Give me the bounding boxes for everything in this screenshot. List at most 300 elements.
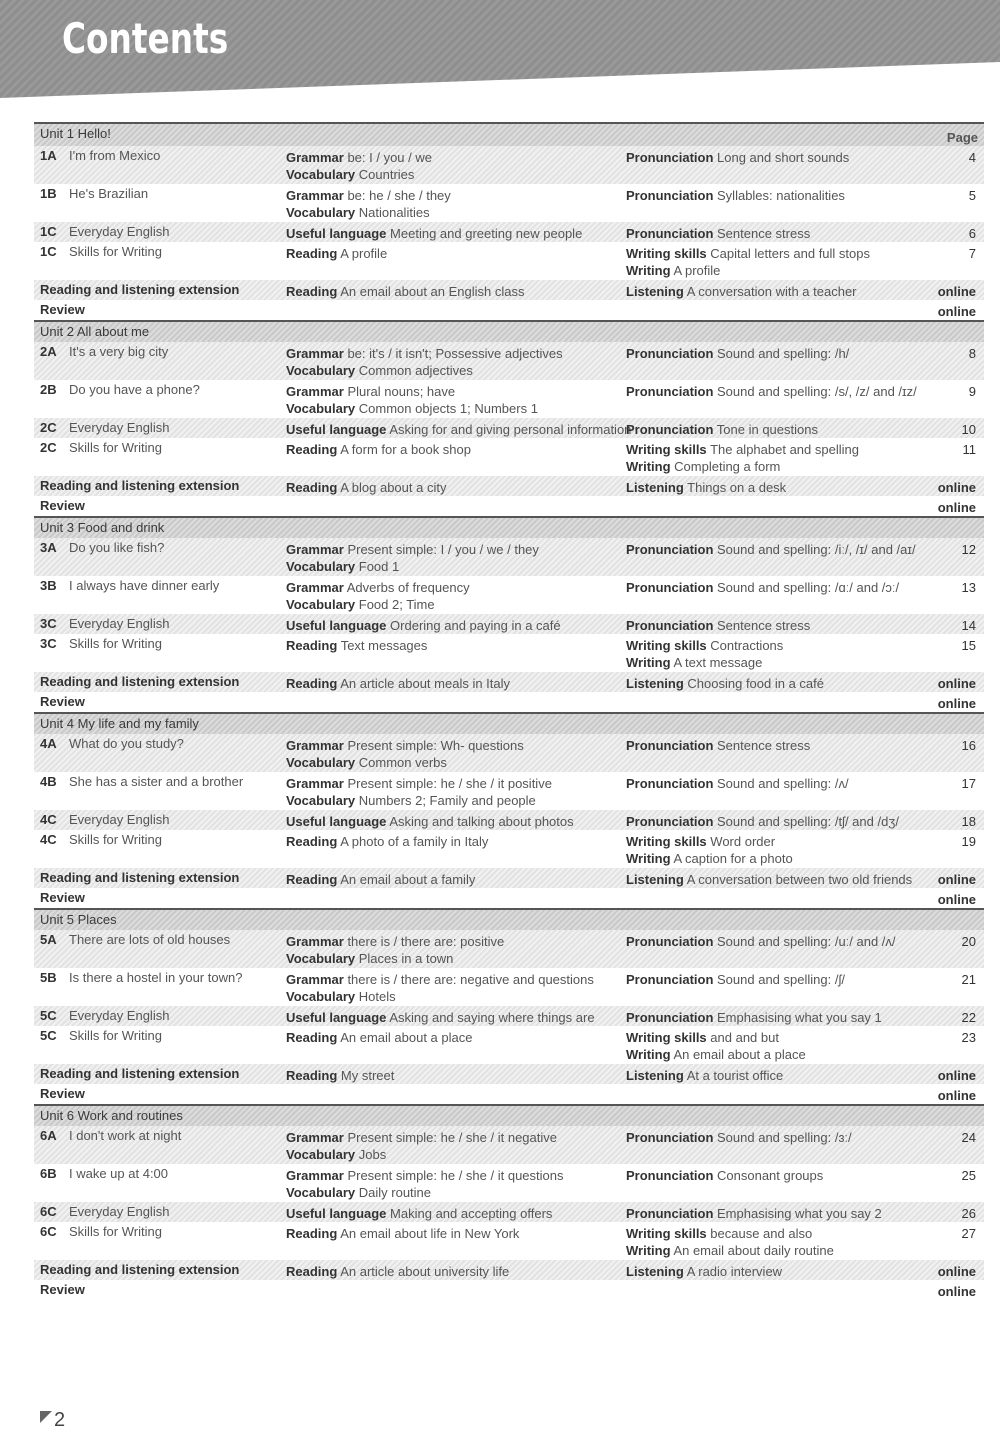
content-label: Pronunciation bbox=[626, 150, 714, 165]
content-line bbox=[286, 441, 626, 458]
grammar-vocab-cell bbox=[286, 1009, 626, 1026]
lesson-title-cell bbox=[40, 1127, 280, 1144]
lesson-row[interactable] bbox=[34, 930, 984, 968]
lesson-title: I always have dinner early bbox=[69, 578, 220, 593]
page-ref[interactable]: 16 bbox=[961, 738, 976, 753]
content-label: Useful language bbox=[286, 422, 387, 437]
page-cell bbox=[916, 149, 976, 166]
page-cell bbox=[916, 187, 976, 204]
content-line bbox=[286, 637, 626, 654]
lesson-code: 1A bbox=[40, 148, 57, 163]
page-ref[interactable]: 11 bbox=[962, 442, 976, 457]
content-line bbox=[626, 479, 936, 496]
content-line bbox=[626, 1029, 936, 1046]
lesson-title-cell bbox=[40, 343, 280, 360]
content-label: Writing skills bbox=[626, 246, 707, 261]
content-label: Pronunciation bbox=[626, 580, 714, 595]
page-ref[interactable]: online bbox=[937, 1264, 976, 1279]
content-line bbox=[286, 950, 626, 967]
content-value: Meeting and greeting new people bbox=[390, 226, 583, 241]
skills-cell bbox=[626, 637, 936, 671]
page-cell bbox=[916, 637, 976, 654]
page-ref[interactable]: 10 bbox=[961, 422, 976, 437]
section-title: Review bbox=[40, 1086, 85, 1101]
content-line bbox=[626, 1129, 936, 1146]
section-title: Review bbox=[40, 890, 85, 905]
content-label: Grammar bbox=[286, 346, 344, 361]
content-value: An article about meals in Italy bbox=[340, 676, 511, 691]
skills-cell bbox=[626, 617, 936, 634]
lesson-title-cell bbox=[40, 147, 280, 164]
page-cell bbox=[916, 383, 976, 400]
content-label: Reading bbox=[286, 834, 338, 849]
content-value: Common objects 1; Numbers 1 bbox=[358, 401, 538, 416]
section-title: Reading and listening extension bbox=[40, 282, 240, 297]
content-label: Writing bbox=[626, 263, 671, 278]
page-ref[interactable]: online bbox=[937, 676, 976, 691]
page-ref[interactable]: 19 bbox=[961, 834, 976, 849]
lesson-row[interactable] bbox=[34, 576, 984, 614]
lesson-title: I'm from Mexico bbox=[69, 148, 161, 163]
lesson-title-cell bbox=[40, 811, 280, 828]
lesson-row[interactable] bbox=[34, 1126, 984, 1164]
content-label: Reading bbox=[286, 1226, 338, 1241]
page-cell bbox=[916, 1129, 976, 1146]
lesson-row[interactable] bbox=[34, 830, 984, 868]
content-value: Sound and spelling: /ɜː/ bbox=[717, 1130, 852, 1145]
content-label: Reading bbox=[286, 638, 338, 653]
content-label: Reading bbox=[286, 1264, 338, 1279]
skills-cell bbox=[626, 1009, 936, 1026]
lesson-title-cell bbox=[40, 1027, 280, 1044]
skills-cell bbox=[626, 149, 936, 166]
lesson-code: 1C bbox=[40, 244, 57, 259]
content-line bbox=[286, 754, 626, 771]
content-value: Present simple: he / she / it questions bbox=[347, 1168, 564, 1183]
page-ref[interactable]: 27 bbox=[961, 1226, 976, 1241]
lesson-row[interactable] bbox=[34, 1280, 984, 1300]
content-line bbox=[626, 1167, 936, 1184]
page-ref[interactable]: 5 bbox=[968, 188, 976, 203]
page-ref[interactable]: 24 bbox=[961, 1130, 976, 1145]
page-ref[interactable]: online bbox=[937, 1284, 976, 1299]
lesson-row[interactable] bbox=[34, 1202, 984, 1222]
page-ref[interactable]: 21 bbox=[961, 972, 976, 987]
lesson-title-cell bbox=[40, 969, 280, 986]
page-column-header: Page bbox=[946, 130, 978, 145]
content-line bbox=[626, 775, 936, 792]
content-label: Grammar bbox=[286, 580, 344, 595]
skills-cell bbox=[626, 1067, 936, 1084]
content-value: Emphasising what you say 2 bbox=[717, 1206, 882, 1221]
content-value: Nationalities bbox=[358, 205, 430, 220]
page-cell bbox=[916, 283, 976, 300]
lesson-title-cell bbox=[40, 381, 280, 398]
content-value: Sound and spelling: /ʌ/ bbox=[717, 776, 849, 791]
lesson-row[interactable] bbox=[34, 888, 984, 908]
page-footer bbox=[40, 1409, 65, 1432]
lesson-row[interactable] bbox=[34, 418, 984, 438]
lesson-code: 3C bbox=[40, 616, 57, 631]
content-value: Food 1 bbox=[358, 559, 400, 574]
content-label: Listening bbox=[626, 1264, 684, 1279]
lesson-title-cell bbox=[40, 931, 280, 948]
content-label: Pronunciation bbox=[626, 972, 714, 987]
lesson-row[interactable] bbox=[34, 772, 984, 810]
content-value: An email about daily routine bbox=[673, 1243, 834, 1258]
content-line bbox=[286, 558, 626, 575]
page-ref[interactable]: 22 bbox=[961, 1010, 976, 1025]
content-line bbox=[286, 1263, 626, 1280]
page-cell bbox=[916, 813, 976, 830]
content-label: Vocabulary bbox=[286, 205, 356, 220]
content-value: Things on a desk bbox=[687, 480, 787, 495]
content-value: Syllables: nationalities bbox=[717, 188, 845, 203]
lesson-title-cell bbox=[40, 1261, 280, 1278]
grammar-vocab-cell bbox=[286, 187, 626, 221]
page-cell bbox=[916, 541, 976, 558]
content-line bbox=[286, 1129, 626, 1146]
lesson-row[interactable] bbox=[34, 968, 984, 1006]
lesson-title-cell bbox=[40, 1065, 280, 1082]
grammar-vocab-cell bbox=[286, 245, 626, 262]
content-value: A caption for a photo bbox=[673, 851, 793, 866]
content-label: Pronunciation bbox=[626, 1206, 714, 1221]
content-line bbox=[286, 1205, 626, 1222]
content-line bbox=[626, 813, 936, 830]
lesson-row[interactable] bbox=[34, 476, 984, 496]
lesson-row[interactable] bbox=[34, 634, 984, 672]
grammar-vocab-cell bbox=[286, 813, 626, 830]
lesson-row[interactable] bbox=[34, 1260, 984, 1280]
lesson-row[interactable] bbox=[34, 1026, 984, 1064]
lesson-title: Skills for Writing bbox=[69, 440, 162, 455]
content-line bbox=[626, 833, 936, 850]
lesson-row[interactable] bbox=[34, 868, 984, 888]
page-ref[interactable]: 12 bbox=[961, 542, 976, 557]
skills-cell bbox=[626, 1205, 936, 1222]
content-line bbox=[626, 149, 936, 166]
grammar-vocab-cell bbox=[286, 149, 626, 183]
lesson-row[interactable] bbox=[34, 692, 984, 712]
section-title: Reading and listening extension bbox=[40, 1066, 240, 1081]
content-value: be: he / she / they bbox=[347, 188, 451, 203]
page-ref[interactable]: 15 bbox=[961, 638, 976, 653]
page-ref[interactable]: 26 bbox=[961, 1206, 976, 1221]
content-label: Grammar bbox=[286, 1168, 344, 1183]
content-line bbox=[626, 421, 936, 438]
content-label: Pronunciation bbox=[626, 384, 714, 399]
page-cell bbox=[916, 833, 976, 850]
content-value: Present simple: Wh- questions bbox=[347, 738, 524, 753]
page-ref[interactable]: 9 bbox=[968, 384, 976, 399]
content-value: Ordering and paying in a café bbox=[390, 618, 561, 633]
content-label: Pronunciation bbox=[626, 346, 714, 361]
content-line bbox=[286, 988, 626, 1005]
grammar-vocab-cell bbox=[286, 1067, 626, 1084]
page-ref[interactable]: 17 bbox=[961, 776, 976, 791]
content-value: An email about a place bbox=[340, 1030, 473, 1045]
grammar-vocab-cell bbox=[286, 541, 626, 575]
grammar-vocab-cell bbox=[286, 637, 626, 654]
content-label: Pronunciation bbox=[626, 1010, 714, 1025]
grammar-vocab-cell bbox=[286, 1029, 626, 1046]
content-label: Vocabulary bbox=[286, 363, 356, 378]
page-ref[interactable]: online bbox=[937, 480, 976, 495]
content-line bbox=[286, 1225, 626, 1242]
page-ref[interactable]: 23 bbox=[961, 1030, 976, 1045]
page-cell bbox=[916, 933, 976, 950]
content-label: Grammar bbox=[286, 934, 344, 949]
content-value: An email about life in New York bbox=[340, 1226, 520, 1241]
content-line bbox=[626, 617, 936, 634]
page-ref[interactable]: online bbox=[937, 696, 976, 711]
content-value: Asking and saying where things are bbox=[389, 1010, 595, 1025]
page-cell bbox=[916, 1009, 976, 1026]
content-label: Pronunciation bbox=[626, 1168, 714, 1183]
lesson-row[interactable] bbox=[34, 1222, 984, 1260]
lesson-row[interactable] bbox=[34, 342, 984, 380]
lesson-row[interactable] bbox=[34, 184, 984, 222]
unit-header bbox=[34, 320, 984, 342]
contents-table bbox=[34, 122, 984, 1300]
content-value: An email about an English class bbox=[340, 284, 525, 299]
content-label: Pronunciation bbox=[626, 422, 714, 437]
content-label: Grammar bbox=[286, 188, 344, 203]
grammar-vocab-cell bbox=[286, 479, 626, 496]
content-value: Places in a town bbox=[358, 951, 454, 966]
content-line bbox=[286, 833, 626, 850]
lesson-title: Everyday English bbox=[69, 420, 170, 435]
lesson-code: 5C bbox=[40, 1008, 57, 1023]
page-ref[interactable]: online bbox=[937, 1088, 976, 1103]
page-ref[interactable]: 7 bbox=[968, 246, 976, 261]
lesson-row[interactable] bbox=[34, 1006, 984, 1026]
page-ref[interactable]: 25 bbox=[961, 1168, 976, 1183]
content-value: A profile bbox=[673, 263, 721, 278]
lesson-code: 6C bbox=[40, 1224, 57, 1239]
content-value: A conversation with a teacher bbox=[686, 284, 857, 299]
grammar-vocab-cell bbox=[286, 441, 626, 458]
content-label: Pronunciation bbox=[626, 738, 714, 753]
content-value: A profile bbox=[340, 246, 388, 261]
page-ref[interactable]: 8 bbox=[968, 346, 976, 361]
content-label: Writing skills bbox=[626, 638, 707, 653]
content-label: Reading bbox=[286, 872, 338, 887]
content-label: Vocabulary bbox=[286, 1185, 356, 1200]
unit-title: Unit 6 Work and routines bbox=[40, 1108, 183, 1123]
lesson-title: Everyday English bbox=[69, 812, 170, 827]
content-value: A photo of a family in Italy bbox=[340, 834, 489, 849]
content-line bbox=[286, 617, 626, 634]
skills-cell bbox=[626, 737, 936, 754]
grammar-vocab-cell bbox=[286, 283, 626, 300]
lesson-title-cell bbox=[40, 635, 280, 652]
lesson-title-cell bbox=[40, 301, 280, 318]
lesson-title: Skills for Writing bbox=[69, 636, 162, 651]
unit-header bbox=[34, 1104, 984, 1126]
page-ref[interactable]: 14 bbox=[961, 618, 976, 633]
lesson-row[interactable] bbox=[34, 614, 984, 634]
content-label: Grammar bbox=[286, 1130, 344, 1145]
unit-title: Unit 5 Places bbox=[40, 912, 117, 927]
content-value: At a tourist office bbox=[686, 1068, 784, 1083]
lesson-row[interactable] bbox=[34, 496, 984, 516]
lesson-row[interactable] bbox=[34, 538, 984, 576]
lesson-code: 4C bbox=[40, 832, 57, 847]
page-ref[interactable]: online bbox=[937, 500, 976, 515]
content-label: Reading bbox=[286, 246, 338, 261]
content-value: and and but bbox=[710, 1030, 779, 1045]
content-line bbox=[626, 458, 936, 475]
content-label: Listening bbox=[626, 284, 684, 299]
page-cell bbox=[916, 675, 976, 692]
section-title: Review bbox=[40, 302, 85, 317]
page-cell bbox=[916, 1263, 976, 1280]
skills-cell bbox=[626, 1225, 936, 1259]
content-line bbox=[286, 596, 626, 613]
lesson-row[interactable] bbox=[34, 1164, 984, 1202]
unit-header bbox=[34, 122, 984, 146]
lesson-row[interactable] bbox=[34, 810, 984, 830]
page-ref[interactable]: 4 bbox=[968, 150, 976, 165]
page-cell bbox=[916, 1205, 976, 1222]
content-value: My street bbox=[340, 1068, 395, 1083]
section-title: Reading and listening extension bbox=[40, 478, 240, 493]
grammar-vocab-cell bbox=[286, 1129, 626, 1163]
content-line bbox=[626, 850, 936, 867]
lesson-row[interactable] bbox=[34, 438, 984, 476]
lesson-row[interactable] bbox=[34, 300, 984, 320]
page-ref[interactable]: 13 bbox=[961, 580, 976, 595]
grammar-vocab-cell bbox=[286, 383, 626, 417]
lesson-code: 3A bbox=[40, 540, 57, 555]
content-label: Vocabulary bbox=[286, 793, 356, 808]
content-value: Present simple: I / you / we / they bbox=[347, 542, 539, 557]
grammar-vocab-cell bbox=[286, 675, 626, 692]
content-line bbox=[286, 400, 626, 417]
content-line bbox=[626, 1263, 936, 1280]
skills-cell bbox=[626, 245, 936, 279]
content-label: Vocabulary bbox=[286, 167, 356, 182]
lesson-row[interactable] bbox=[34, 280, 984, 300]
lesson-row[interactable] bbox=[34, 222, 984, 242]
lesson-title: It's a very big city bbox=[69, 344, 169, 359]
page-ref[interactable]: online bbox=[937, 872, 976, 887]
content-label: Vocabulary bbox=[286, 401, 356, 416]
page-ref[interactable]: 18 bbox=[961, 814, 976, 829]
page-cell bbox=[916, 1087, 976, 1104]
lesson-title-cell bbox=[40, 869, 280, 886]
content-line bbox=[626, 383, 936, 400]
skills-cell bbox=[626, 441, 936, 475]
content-line bbox=[286, 283, 626, 300]
content-label: Pronunciation bbox=[626, 1130, 714, 1145]
skills-cell bbox=[626, 933, 936, 950]
lesson-title-cell bbox=[40, 539, 280, 556]
lesson-row[interactable] bbox=[34, 242, 984, 280]
lesson-title-cell bbox=[40, 673, 280, 690]
content-line bbox=[286, 149, 626, 166]
content-label: Reading bbox=[286, 284, 338, 299]
page-cell bbox=[916, 775, 976, 792]
lesson-title: I don't work at night bbox=[69, 1128, 182, 1143]
content-value: Contractions bbox=[710, 638, 784, 653]
grammar-vocab-cell bbox=[286, 971, 626, 1005]
lesson-title: Everyday English bbox=[69, 1008, 170, 1023]
unit-header bbox=[34, 712, 984, 734]
lesson-row[interactable] bbox=[34, 734, 984, 772]
content-line bbox=[286, 675, 626, 692]
lesson-title-cell bbox=[40, 185, 280, 202]
page-cell bbox=[916, 421, 976, 438]
skills-cell bbox=[626, 971, 936, 988]
lesson-row[interactable] bbox=[34, 380, 984, 418]
skills-cell bbox=[626, 675, 936, 692]
lesson-code: 4A bbox=[40, 736, 57, 751]
lesson-row[interactable] bbox=[34, 146, 984, 184]
content-value: because and also bbox=[710, 1226, 813, 1241]
content-line bbox=[286, 1146, 626, 1163]
lesson-code: 5C bbox=[40, 1028, 57, 1043]
grammar-vocab-cell bbox=[286, 1167, 626, 1201]
content-line bbox=[626, 871, 936, 888]
content-value: Long and short sounds bbox=[717, 150, 850, 165]
section-title: Review bbox=[40, 498, 85, 513]
page-ref[interactable]: online bbox=[937, 1068, 976, 1083]
skills-cell bbox=[626, 579, 936, 596]
page-ref[interactable]: 20 bbox=[961, 934, 976, 949]
page-cell bbox=[916, 579, 976, 596]
skills-cell bbox=[626, 833, 936, 867]
page-number: 2 bbox=[54, 1409, 66, 1431]
content-line bbox=[286, 871, 626, 888]
page-ref[interactable]: online bbox=[937, 284, 976, 299]
content-line bbox=[626, 541, 936, 558]
content-label: Listening bbox=[626, 1068, 684, 1083]
page-ref[interactable]: 6 bbox=[968, 226, 976, 241]
skills-cell bbox=[626, 813, 936, 830]
content-line bbox=[286, 792, 626, 809]
content-label: Vocabulary bbox=[286, 989, 356, 1004]
page-ref[interactable]: online bbox=[937, 304, 976, 319]
lesson-title: Everyday English bbox=[69, 1204, 170, 1219]
page-title: Contents bbox=[62, 14, 229, 63]
content-line bbox=[626, 283, 936, 300]
content-line bbox=[286, 579, 626, 596]
grammar-vocab-cell bbox=[286, 737, 626, 771]
skills-cell bbox=[626, 187, 936, 204]
content-label: Useful language bbox=[286, 226, 387, 241]
grammar-vocab-cell bbox=[286, 871, 626, 888]
content-label: Reading bbox=[286, 1030, 338, 1045]
lesson-title: Do you have a phone? bbox=[69, 382, 200, 397]
lesson-row[interactable] bbox=[34, 1084, 984, 1104]
skills-cell bbox=[626, 871, 936, 888]
content-line bbox=[626, 1067, 936, 1084]
page-cell bbox=[916, 441, 976, 458]
page-ref[interactable]: online bbox=[937, 892, 976, 907]
content-line bbox=[626, 225, 936, 242]
lesson-row[interactable] bbox=[34, 672, 984, 692]
section-title: Review bbox=[40, 694, 85, 709]
content-line bbox=[286, 225, 626, 242]
skills-cell bbox=[626, 225, 936, 242]
lesson-row[interactable] bbox=[34, 1064, 984, 1084]
grammar-vocab-cell bbox=[286, 775, 626, 809]
content-value: Present simple: he / she / it positive bbox=[347, 776, 552, 791]
content-label: Vocabulary bbox=[286, 755, 356, 770]
